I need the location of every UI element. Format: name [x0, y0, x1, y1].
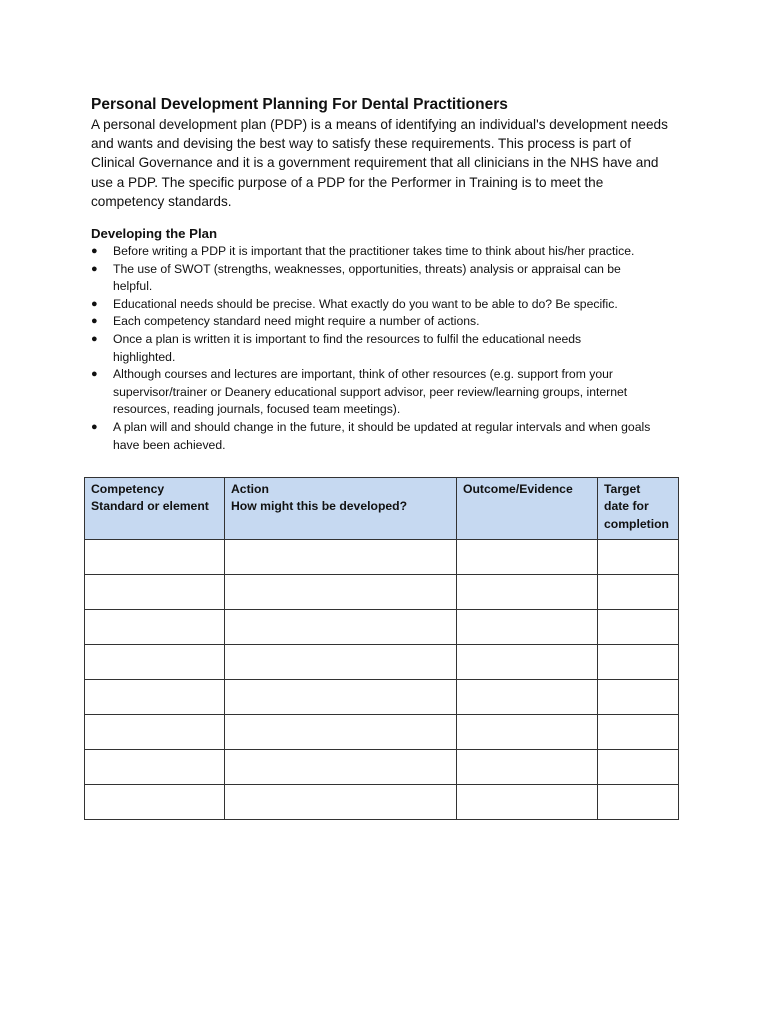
- table-header-row: [85, 478, 679, 540]
- table-cell[interactable]: [225, 750, 457, 785]
- header-line: Target: [604, 482, 641, 496]
- table-cell[interactable]: [598, 750, 679, 785]
- table-cell[interactable]: [457, 645, 598, 680]
- bullet-icon: ●: [91, 315, 98, 328]
- list-item-line: Before writing a PDP it is important that the practitioner takes time to think about his/her practice.: [113, 244, 635, 259]
- column-header-competency: [85, 478, 225, 540]
- header-line: date for: [604, 499, 649, 514]
- table-row: [85, 540, 679, 575]
- list-item-line: supervisor/trainer or Deanery educational support advisor, peer review/learning groups, internet: [113, 384, 628, 399]
- table-cell[interactable]: [457, 785, 598, 820]
- list-item-line: Once a plan is written it is important to find the resources to fulfil the educational needs: [113, 331, 582, 346]
- intro-line: Clinical Governance and it is a government requirement that all clinicians in the NHS have and: [91, 155, 659, 171]
- table-cell[interactable]: [457, 610, 598, 645]
- list-item-line: helpful.: [113, 279, 153, 294]
- table-cell[interactable]: [457, 575, 598, 610]
- table-cell[interactable]: [85, 785, 225, 820]
- table-cell[interactable]: [85, 540, 225, 575]
- table-cell[interactable]: [85, 750, 225, 785]
- table-cell[interactable]: [225, 715, 457, 750]
- table-cell[interactable]: [598, 680, 679, 715]
- table-row: [85, 575, 679, 610]
- list-item-line: highlighted.: [113, 349, 176, 364]
- table-cell[interactable]: [85, 715, 225, 750]
- list-item: [91, 243, 681, 261]
- table-cell[interactable]: [225, 540, 457, 575]
- table-cell[interactable]: [85, 645, 225, 680]
- bullet-icon: ●: [91, 332, 98, 345]
- table-row: [85, 715, 679, 750]
- list-item-line: Each competency standard need might require a number of actions.: [113, 314, 480, 329]
- table-row: [85, 750, 679, 785]
- table-cell[interactable]: [85, 575, 225, 610]
- pdp-table: [84, 477, 679, 820]
- list-item: [91, 419, 681, 454]
- column-header-outcome: [457, 478, 598, 540]
- table-cell[interactable]: [225, 575, 457, 610]
- list-item: [91, 296, 681, 314]
- document-body: [91, 95, 681, 454]
- intro-line: and wants and devising the best way to satisfy these requirements. This process is part of: [91, 136, 631, 152]
- pdp-table-wrapper: [84, 477, 678, 820]
- list-item-line: have been achieved.: [113, 437, 226, 452]
- header-line: Outcome/Evidence: [463, 482, 573, 496]
- bullet-icon: ●: [91, 262, 98, 275]
- table-cell[interactable]: [598, 610, 679, 645]
- bullet-icon: ●: [91, 297, 98, 310]
- list-item-line: The use of SWOT (strengths, weaknesses, opportunities, threats) analysis or appraisal can be: [113, 261, 621, 276]
- table-cell[interactable]: [457, 680, 598, 715]
- table-cell[interactable]: [85, 610, 225, 645]
- list-item-line: Although courses and lectures are important, think of other resources (e.g. support from your: [113, 367, 613, 382]
- section-heading: Developing the Plan: [91, 226, 218, 242]
- guidance-list: [91, 243, 681, 454]
- table-row: [85, 785, 679, 820]
- table-cell[interactable]: [225, 645, 457, 680]
- header-line: How might this be developed?: [231, 499, 408, 514]
- intro-line: competency standards.: [91, 193, 232, 209]
- list-item: [91, 366, 681, 419]
- list-item: [91, 331, 681, 366]
- header-line: Competency: [91, 482, 165, 496]
- bullet-icon: ●: [91, 368, 98, 381]
- bullet-icon: ●: [91, 420, 98, 433]
- table-cell[interactable]: [225, 610, 457, 645]
- list-item-line: Educational needs should be precise. What exactly do you want to be able to do? Be specific.: [113, 296, 618, 311]
- table-row: [85, 645, 679, 680]
- intro-paragraph: [91, 115, 681, 211]
- bullet-icon: ●: [91, 245, 98, 258]
- list-item: [91, 261, 681, 296]
- intro-line: A personal development plan (PDP) is a means of identifying an individual's development needs: [91, 117, 668, 132]
- table-row: [85, 610, 679, 645]
- table-cell[interactable]: [457, 715, 598, 750]
- table-cell[interactable]: [85, 680, 225, 715]
- header-line: Standard or element: [91, 499, 209, 514]
- column-header-action: [225, 478, 457, 540]
- list-item-line: resources, reading journals, focused team meetings).: [113, 402, 401, 417]
- table-cell[interactable]: [598, 645, 679, 680]
- table-cell[interactable]: [598, 785, 679, 820]
- intro-line: use a PDP. The specific purpose of a PDP for the Performer in Training is to meet the: [91, 174, 604, 190]
- table-cell[interactable]: [457, 750, 598, 785]
- table-cell[interactable]: [457, 540, 598, 575]
- list-item: [91, 313, 681, 331]
- header-line: completion: [604, 516, 670, 531]
- table-cell[interactable]: [598, 715, 679, 750]
- table-row: [85, 680, 679, 715]
- list-item-line: A plan will and should change in the future, it should be updated at regular intervals and when goals: [113, 419, 651, 434]
- table-cell[interactable]: [598, 575, 679, 610]
- table-cell[interactable]: [225, 785, 457, 820]
- document-title: Personal Development Planning For Dental Practitioners: [91, 96, 508, 113]
- table-cell[interactable]: [225, 680, 457, 715]
- header-line: Action: [231, 482, 269, 496]
- table-cell[interactable]: [598, 540, 679, 575]
- column-header-target-date: [598, 478, 679, 540]
